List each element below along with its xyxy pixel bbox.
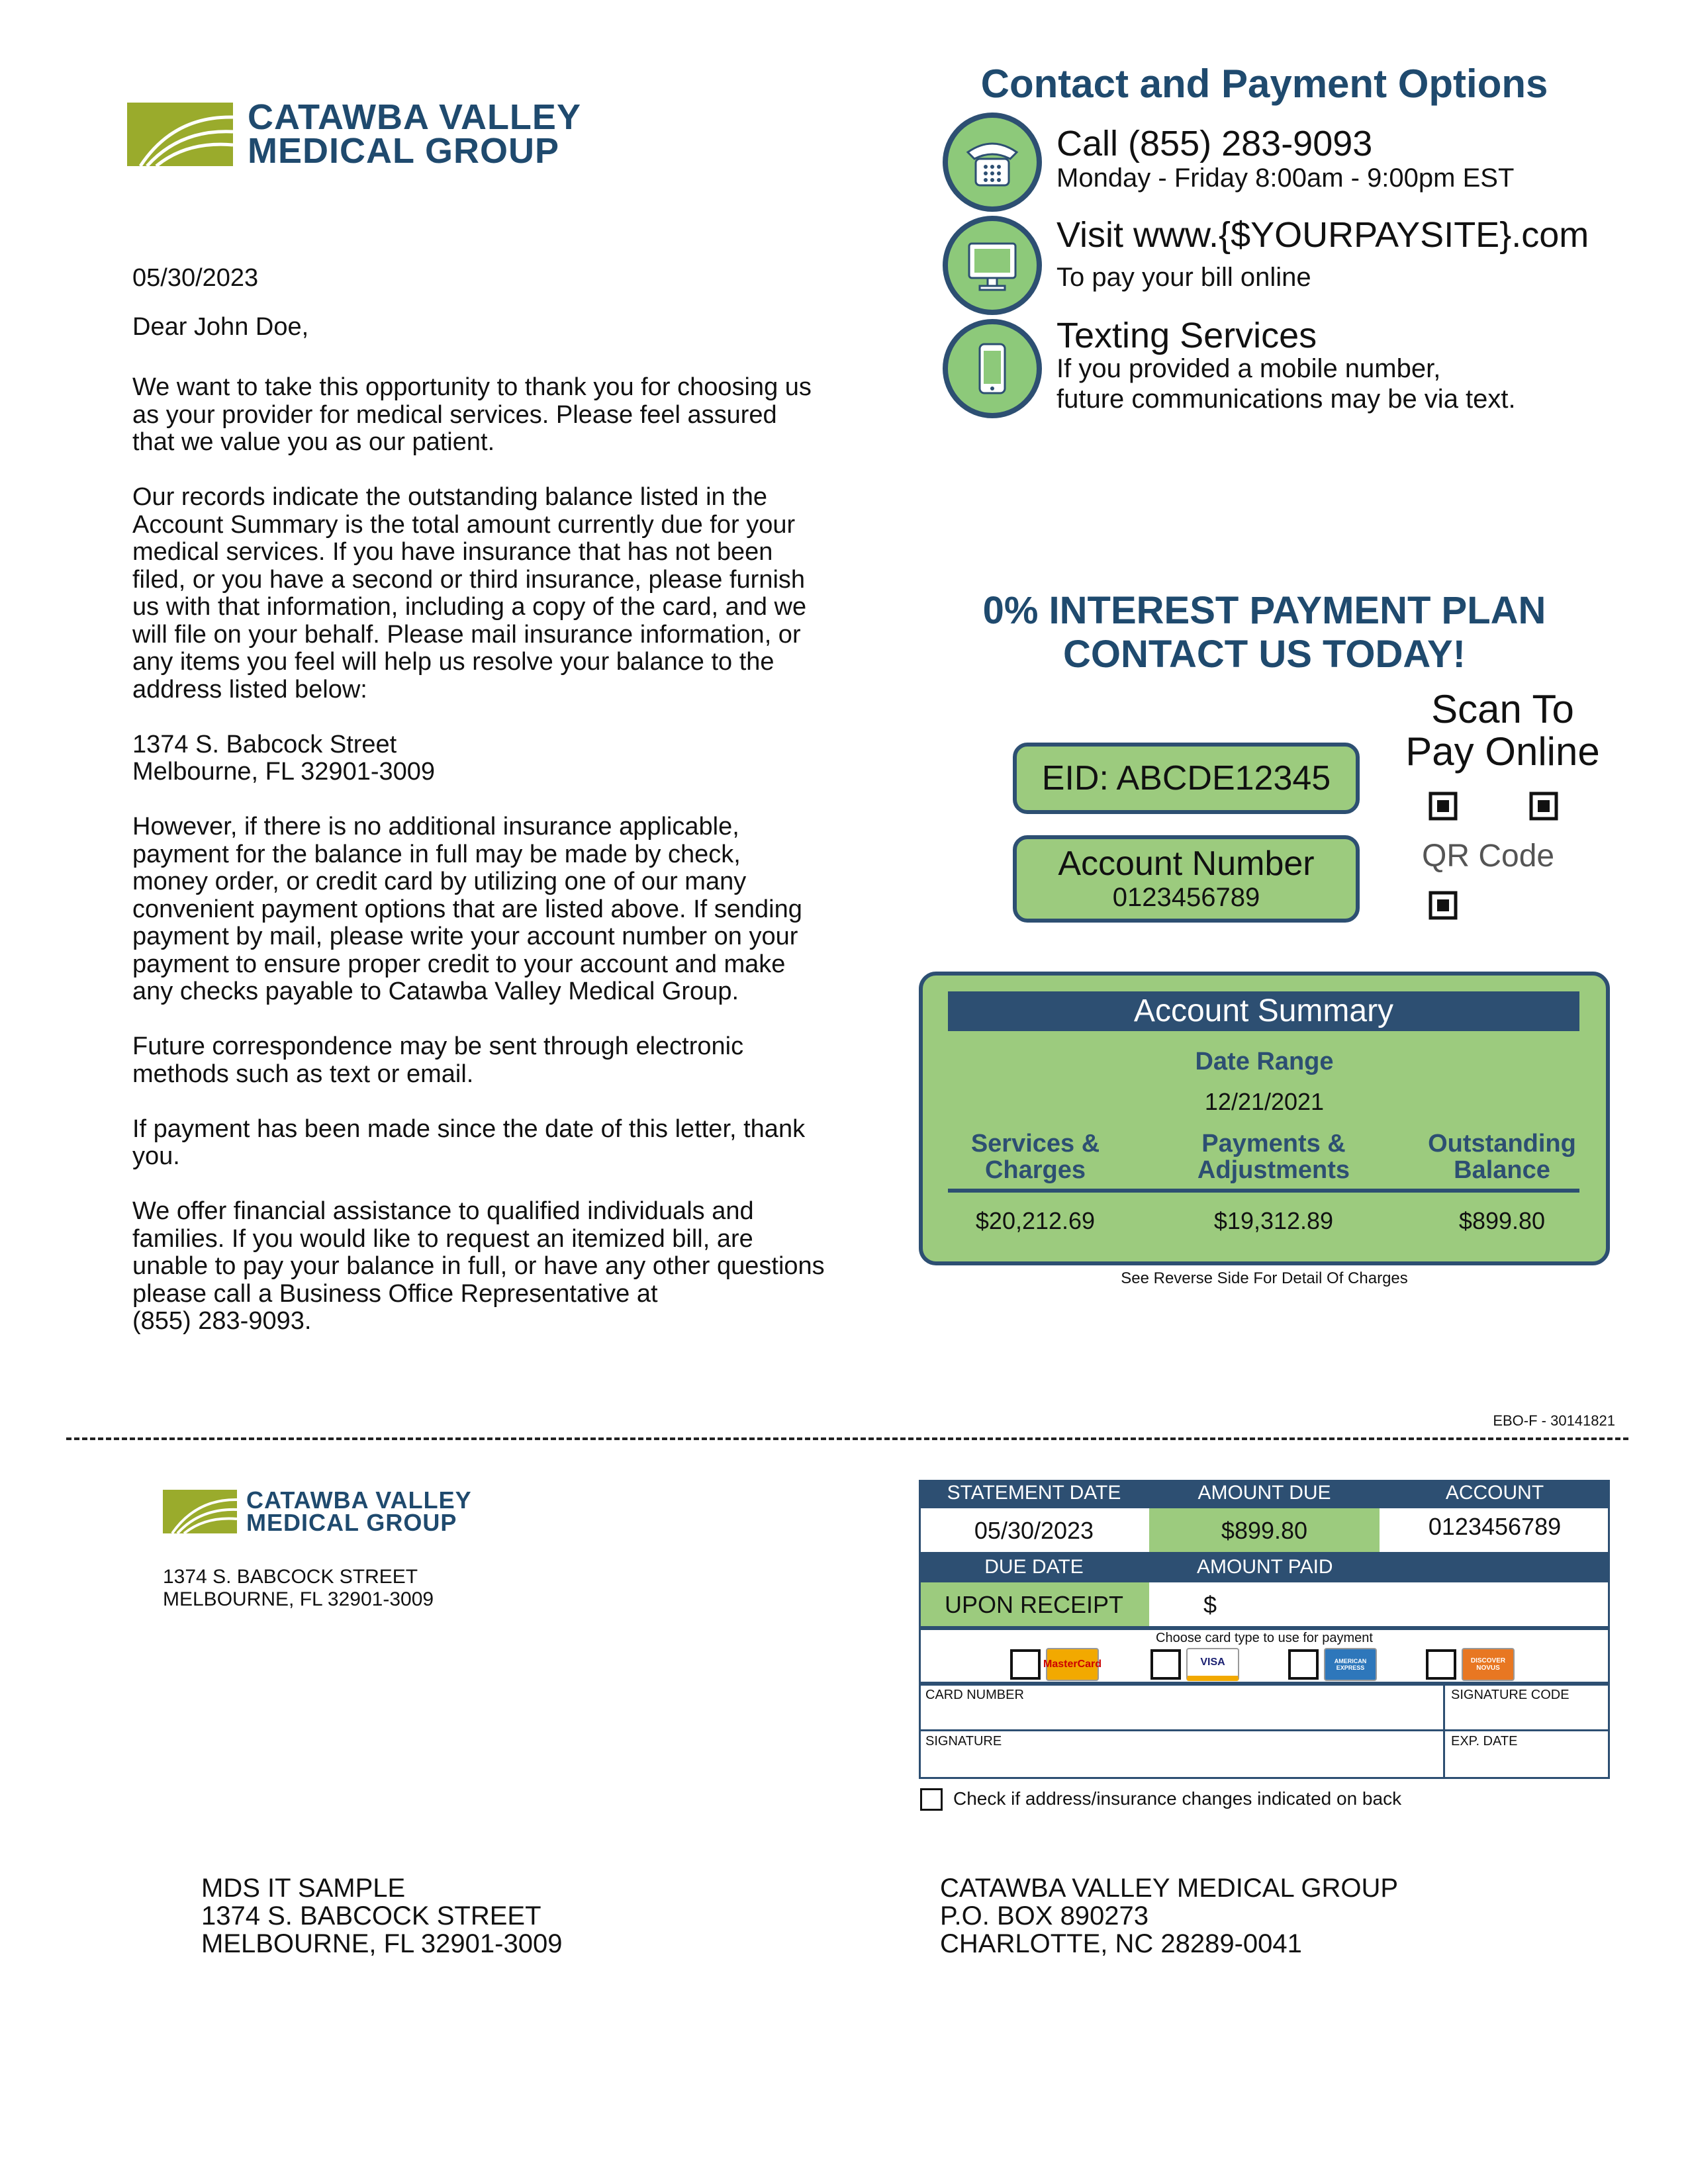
address-change-label: Check if address/insurance changes indicated on back — [953, 1788, 1402, 1809]
mail-to-line-1: CATAWBA VALLEY MEDICAL GROUP — [940, 1874, 1399, 1903]
promo-line-1: 0% INTEREST PAYMENT PLAN — [982, 589, 1546, 632]
qr-label: QR Code — [1422, 839, 1555, 874]
mobile-phone-icon — [943, 319, 1042, 418]
form-code: EBO-F - 30141821 — [1493, 1412, 1615, 1429]
amex-checkbox[interactable] — [1288, 1649, 1319, 1680]
letter-line: any checks payable to Catawba Valley Medical Group. — [132, 978, 739, 1005]
letter-greeting: Dear John Doe, — [132, 312, 309, 341]
address-change-checkbox[interactable] — [920, 1788, 943, 1811]
account-header: ACCOUNT — [1380, 1480, 1610, 1506]
visit-sub: To pay your bill online — [1056, 263, 1311, 292]
summary-divider — [948, 1189, 1579, 1193]
texting-sub-1: If you provided a mobile number, — [1056, 354, 1441, 383]
letter-paragraph — [132, 1033, 900, 1088]
amount-due-header: AMOUNT DUE — [1149, 1480, 1380, 1506]
letter-line: as your provider for medical services. Please feel assured — [132, 400, 777, 429]
letter-line: address listed below: — [132, 675, 367, 704]
letter-line: unable to pay your balance in full, or have any other questions — [132, 1252, 825, 1280]
outstanding-balance-value: $899.80 — [1458, 1207, 1546, 1234]
exp-date-label[interactable]: EXP. DATE — [1451, 1734, 1518, 1749]
qr-code[interactable] — [1422, 792, 1614, 924]
tear-line — [66, 1437, 1628, 1440]
card-type-prompt: Choose card type to use for payment — [1156, 1631, 1373, 1645]
account-number-box — [1013, 835, 1360, 923]
qr-finder-icon — [1429, 891, 1458, 920]
letter-line: Account Summary is the total amount currently due for your — [132, 510, 796, 539]
letter-line: that we value you as our patient. — [132, 428, 495, 456]
letter-line: We offer financial assistance to qualified individuals and — [132, 1197, 754, 1225]
remit-sender-line-1: 1374 S. BABCOCK STREET — [163, 1566, 418, 1588]
letter-date: 05/30/2023 — [132, 264, 259, 292]
letter-body — [132, 265, 900, 1363]
letter-paragraph — [132, 813, 900, 1006]
mail-from-address — [201, 1874, 562, 1958]
mail-to-line-3: CHARLOTTE, NC 28289-0041 — [940, 1929, 1302, 1958]
remit-logo-mark-icon — [163, 1490, 237, 1533]
computer-icon — [943, 216, 1042, 315]
remittance-form — [919, 1480, 1610, 1791]
letter-paragraph — [132, 1116, 900, 1171]
texting-title: Texting Services — [1056, 316, 1317, 355]
discover-checkbox[interactable] — [1426, 1649, 1456, 1680]
letter-line: However, if there is no additional insurance applicable, — [132, 813, 739, 841]
letter-line: Melbourne, FL 32901-3009 — [132, 758, 436, 786]
visa-icon: VISA — [1186, 1648, 1239, 1681]
statement-date-header: STATEMENT DATE — [919, 1480, 1149, 1506]
statement-date: 05/30/2023 — [974, 1517, 1094, 1544]
amount-paid-header: AMOUNT PAID — [1149, 1554, 1610, 1580]
mail-from-line-3: MELBOURNE, FL 32901-3009 — [201, 1929, 563, 1958]
outstanding-balance-label: Outstanding Balance — [1428, 1130, 1576, 1184]
amount-due: $899.80 — [1221, 1517, 1308, 1544]
letter-line: will file on your behalf. Please mail insurance information, or — [132, 620, 801, 649]
qr-finder-icon — [1529, 792, 1558, 821]
remit-logo-line-1: CATAWBA VALLEY — [246, 1486, 472, 1514]
letter-line: us with that information, including a copy of the card, and we — [132, 593, 807, 621]
letter-line: (855) 283-9093. — [132, 1307, 312, 1335]
account-summary — [919, 972, 1610, 1265]
letter-line: please call a Business Office Representative at — [132, 1279, 658, 1308]
remit-logo-line-2: MEDICAL GROUP — [246, 1509, 457, 1537]
mail-from-line-2: 1374 S. BABCOCK STREET — [201, 1901, 541, 1931]
eid-box — [1013, 743, 1360, 814]
visa-checkbox[interactable] — [1150, 1649, 1181, 1680]
letter-line: filed, or you have a second or third insurance, please furnish — [132, 565, 806, 594]
qr-finder-icon — [1429, 792, 1458, 821]
letter-paragraphs — [132, 374, 900, 1336]
scan-line-2: Pay Online — [1405, 729, 1600, 774]
letter-paragraph — [132, 484, 900, 704]
services-charges-label: Services & Charges — [970, 1130, 1100, 1184]
amount-paid-input[interactable]: $ — [1203, 1591, 1217, 1618]
summary-note: See Reverse Side For Detail Of Charges — [1121, 1269, 1408, 1287]
letter-paragraph — [132, 1198, 900, 1336]
phone-icon — [943, 113, 1042, 212]
texting-sub-2: future communications may be via text. — [1056, 385, 1516, 414]
card-number-label[interactable]: CARD NUMBER — [925, 1688, 1024, 1702]
due-date-header: DUE DATE — [919, 1554, 1149, 1580]
visit-website[interactable]: Visit www.{$YOURPAYSITE}.com — [1056, 215, 1589, 255]
scan-line-1: Scan To — [1431, 687, 1574, 731]
call-number[interactable]: Call (855) 283-9093 — [1056, 124, 1373, 163]
letter-line: Our records indicate the outstanding balance listed in the — [132, 483, 768, 511]
letter-line: you. — [132, 1142, 180, 1170]
letter-paragraph — [132, 731, 900, 786]
remit-sender-address — [163, 1566, 434, 1611]
mail-from-line-1: MDS IT SAMPLE — [201, 1874, 406, 1903]
remit-sender-line-2: MELBOURNE, FL 32901-3009 — [163, 1588, 434, 1610]
mail-to-address — [940, 1874, 1398, 1958]
account-summary-title: Account Summary — [948, 991, 1579, 1031]
payment-plan-promo — [914, 589, 1615, 676]
mastercard-icon: MasterCard — [1046, 1648, 1099, 1681]
contact-title: Contact and Payment Options — [980, 62, 1548, 106]
mail-to-line-2: P.O. BOX 890273 — [940, 1901, 1149, 1931]
letter-line: 1374 S. Babcock Street — [132, 730, 397, 758]
logo-line-2: MEDICAL GROUP — [248, 131, 560, 171]
letter-line: convenient payment options that are listed above. If sending — [132, 895, 802, 923]
letter-line: payment to ensure proper credit to your account and make — [132, 950, 786, 978]
date-range-label: Date Range — [1195, 1048, 1334, 1075]
letter-line: families. If you would like to request an itemized bill, are — [132, 1224, 753, 1253]
company-logo — [127, 97, 581, 171]
account-number-label: Account Number — [1058, 844, 1315, 883]
promo-line-2: CONTACT US TODAY! — [1063, 633, 1466, 676]
payments-adjustments-label: Payments & Adjustments — [1197, 1130, 1350, 1184]
account-number-value: 0123456789 — [1112, 883, 1260, 912]
amex-icon: AMERICAN EXPRESS — [1324, 1648, 1377, 1681]
logo-line-1: CATAWBA VALLEY — [248, 97, 581, 137]
due-date: UPON RECEIPT — [944, 1591, 1124, 1618]
date-range-value: 12/21/2021 — [1204, 1088, 1325, 1115]
signature-code-label[interactable]: SIGNATURE CODE — [1451, 1688, 1570, 1702]
discover-icon: DISCOVER NOVUS — [1462, 1648, 1515, 1681]
logo-mark-icon — [127, 103, 233, 166]
account-value: 0123456789 — [1428, 1513, 1562, 1540]
remit-logo — [163, 1486, 472, 1537]
letter-line: medical services. If you have insurance that has not been — [132, 538, 773, 566]
letter-line: We want to take this opportunity to thank you for choosing us — [132, 373, 812, 401]
letter-line: money order, or credit card by utilizing one of our many — [132, 868, 747, 895]
letter-line: payment for the balance in full may be made by check, — [132, 840, 741, 868]
letter-line: methods such as text or email. — [132, 1060, 474, 1088]
payments-adjustments-value: $19,312.89 — [1213, 1207, 1334, 1234]
letter-line: Future correspondence may be sent through electronic — [132, 1032, 744, 1060]
services-charges-value: $20,212.69 — [975, 1207, 1096, 1234]
eid-value: EID: ABCDE12345 — [1041, 759, 1331, 797]
scan-to-pay — [1377, 688, 1628, 773]
letter-line: any items you feel will help us resolve your balance to the — [132, 648, 774, 676]
signature-label[interactable]: SIGNATURE — [925, 1734, 1002, 1749]
letter-line: payment by mail, please write your account number on your — [132, 923, 798, 950]
call-hours: Monday - Friday 8:00am - 9:00pm EST — [1056, 163, 1515, 193]
letter-line: If payment has been made since the date of this letter, thank — [132, 1115, 806, 1143]
letter-paragraph — [132, 374, 900, 457]
mastercard-checkbox[interactable] — [1010, 1649, 1041, 1680]
